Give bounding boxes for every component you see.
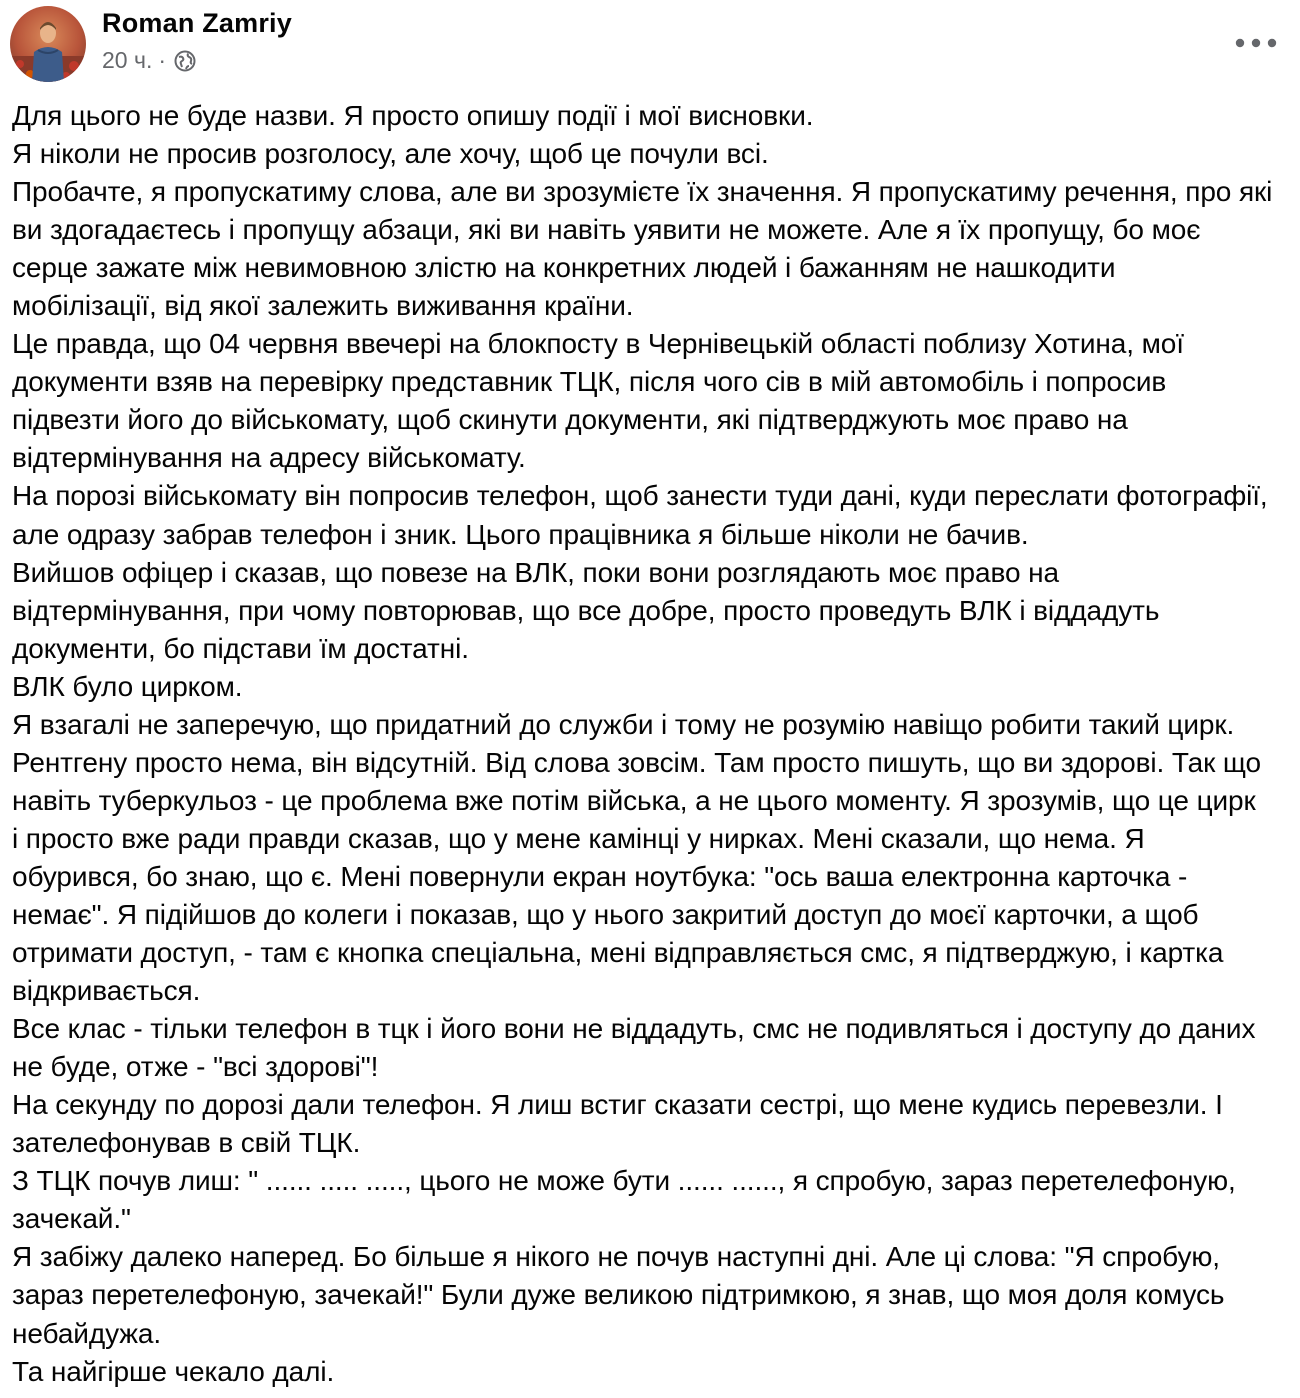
post-text-line: зателефонував в свій ТЦК. bbox=[12, 1127, 361, 1159]
post-text-line: Вийшов офіцер і сказав, що повезе на ВЛК, поки вони розглядають моє право на bbox=[12, 556, 1059, 588]
avatar[interactable] bbox=[10, 6, 86, 82]
meta-separator: · bbox=[158, 47, 167, 73]
post-text-line: документи взяв на перевірку представник ТЦК, після чого сів в мій автомобіль і попросив bbox=[12, 366, 1167, 398]
post-text-line: зачекай." bbox=[12, 1203, 131, 1235]
post-timestamp[interactable]: 20 ч. bbox=[102, 47, 153, 73]
post-text-line: Все клас - тільки телефон в тцк і його вони не віддадуть, смс не подивляться і доступу до даних bbox=[12, 1013, 1256, 1045]
post-text-line: На порозі військомату він попросив телефон, щоб занести туди дані, куди переслати фотографії, bbox=[12, 480, 1268, 512]
post-meta bbox=[102, 47, 197, 74]
post-text-line: Для цього не буде назви. Я просто опишу події і мої висновки. bbox=[12, 100, 814, 131]
post-text-line: серце зажате між невимовною злістю на конкретних людей і бажанням не нашкодити bbox=[12, 252, 1116, 284]
post-text-line: обурився, бо знаю, що є. Мені повернули екран ноутбука: "ось ваша електронна карточка - bbox=[12, 860, 1188, 892]
post-text-line: відтермінування, при чому повторював, що все добре, просто проведуть ВЛК і віддадуть bbox=[12, 594, 1160, 626]
post-text-line: ВЛК було цирком. bbox=[12, 670, 243, 702]
post-text-line: отримати доступ, - там є кнопка спеціальна, мені відправляється смс, я підтверджую, і картка bbox=[12, 937, 1224, 969]
post-text-line: підвезти його до військомату, щоб скинути документи, які підтверджують моє право на bbox=[12, 404, 1128, 436]
post-text-line: небайдужа. bbox=[12, 1317, 162, 1349]
post-text-line: Рентгену просто нема, він відсутній. Від слова зовсім. Там просто пишуть, що ви здорові. Так що bbox=[12, 746, 1262, 778]
post-text-line: На секунду по дорозі дали телефон. Я лиш встиг сказати сестрі, що мене кудись перевезли. І bbox=[12, 1089, 1223, 1121]
post-text-line: З ТЦК почув лиш: " ...... ..... ....., цього не може бути ...... ......, я спробую, зараз перетелефоную, bbox=[12, 1165, 1236, 1197]
post-text-line: ви здогадаєтесь і пропущу абзаци, які ви навіть уявити не можете. Але я їх пропущу, бо моє bbox=[12, 214, 1201, 246]
post-text-line: Пробачте, я пропускатиму слова, але ви зрозумієте їх значення. Я пропускатиму речення, про які bbox=[12, 176, 1273, 208]
post-text-line: навіть туберкульоз - це проблема вже потім війська, а не цього моменту. Я зрозумів, що це цирк bbox=[12, 784, 1256, 816]
post-text-line: і просто вже ради правди сказав, що у мене камінці у нирках. Мені сказали, що нема. Я bbox=[12, 822, 1145, 854]
post-text-line: Я ніколи не просив розголосу, але хочу, щоб це почули всі. bbox=[12, 138, 769, 170]
post-text-line: мобілізації, від якої залежить виживання країни. bbox=[12, 290, 634, 322]
globe-icon[interactable] bbox=[173, 49, 197, 73]
post-text-line: Я взагалі не заперечую, що придатний до служби і тому не розумію навіщо робити такий цирк. bbox=[12, 708, 1235, 740]
post-header bbox=[0, 0, 1300, 96]
avatar-image bbox=[10, 6, 86, 82]
post-text-line: відкривається. bbox=[12, 975, 201, 1007]
post-text-line: але одразу забрав телефон і зник. Цього працівника я більше ніколи не бачив. bbox=[12, 518, 1029, 550]
post-text-line: Це правда, що 04 червня ввечері на блокпосту в Чернівецькій області поблизу Хотина, мої bbox=[12, 328, 1184, 360]
post-text-line: відтермінування на адресу військомату. bbox=[12, 442, 526, 474]
post-text-line: документи, бо підстави їм достатні. bbox=[12, 632, 469, 664]
author-name[interactable]: Roman Zamriy bbox=[102, 8, 292, 38]
post-text-line: Я забіжу далеко наперед. Бо більше я нікого не почув наступні дні. Але ці слова: "Я спробую, bbox=[12, 1241, 1220, 1273]
more-options-icon[interactable] bbox=[1232, 26, 1280, 60]
post-text-line: немає". Я підійшов до колеги і показав, що у нього закритий доступ до моєї карточки, а щоб bbox=[12, 898, 1199, 930]
post-text-line: зараз перетелефоную, зачекай!" Були дуже великою підтримкою, я знав, що моя доля комусь bbox=[12, 1279, 1225, 1311]
post-body-text bbox=[12, 97, 1296, 1391]
post-text-line: Та найгірше чекало далі. bbox=[12, 1355, 335, 1387]
post-text-line: не буде, отже - "всі здорові"! bbox=[12, 1051, 379, 1083]
